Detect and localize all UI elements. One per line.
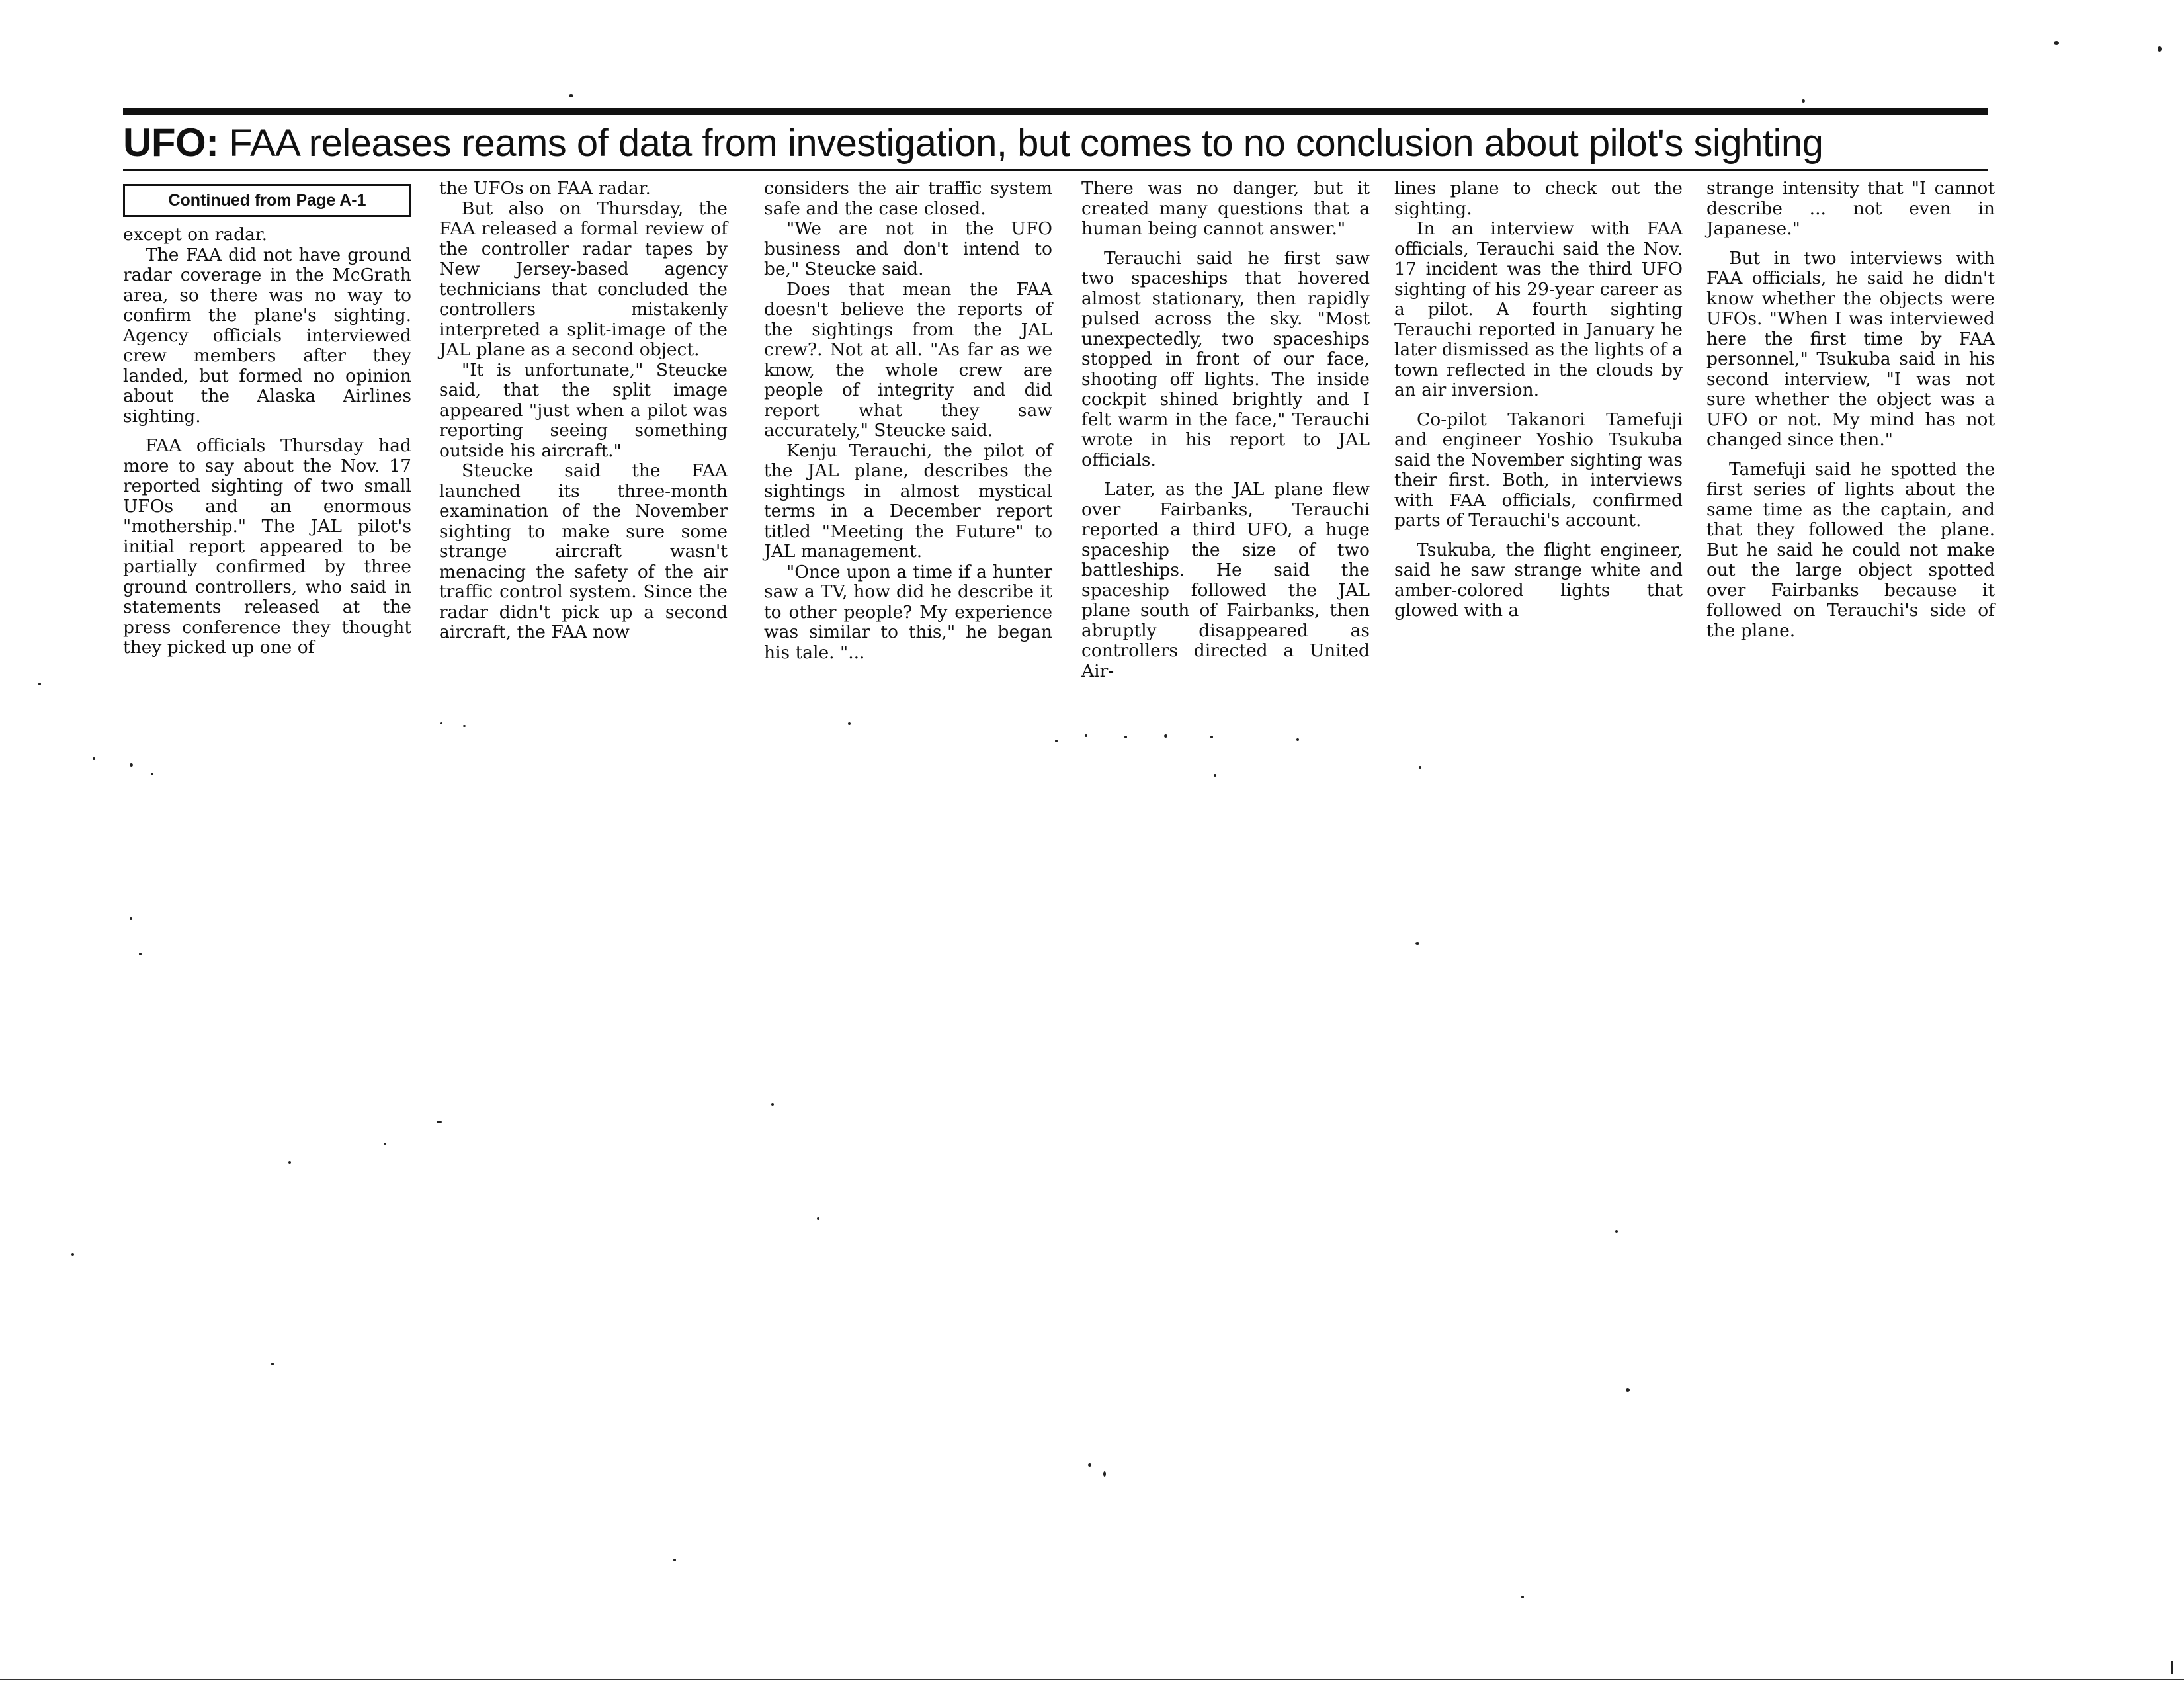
scan-speck	[151, 773, 153, 775]
paragraph: But also on Thursday, the FAA released a formal review of the controller radar tapes by New Jersey-based agency technicians that concluded the controllers mistakenly interpreted a split-image of the JAL plane as a second object.	[439, 198, 728, 360]
scan-speck	[93, 757, 95, 760]
paragraph: The FAA did not have ground radar coverage in the McGrath area, so there was no way to confirm the plane's sighting. Agency officials interviewed crew members after they landed, but formed no opinion about the Alaska Airlines sighting.	[123, 244, 411, 427]
headline-kicker: UFO:	[123, 120, 219, 165]
paragraph: Kenju Terauchi, the pilot of the JAL plane, describes the sightings in almost mystical terms in a December report titled "Meeting the Future" to JAL management.	[764, 440, 1052, 562]
scan-speck	[130, 763, 133, 767]
scan-speck	[771, 1103, 774, 1106]
scan-speck	[71, 1253, 74, 1256]
paragraph: Steucke said the FAA launched its three-month examination of the November sighting to make sure some strange aircraft wasn't menacing the safety of the air traffic control system. Since the radar didn't pick up a second aircraft, the FAA now	[439, 460, 728, 642]
scan-speck	[2054, 41, 2059, 45]
article-column-6	[1706, 179, 1995, 641]
article-column-4	[1081, 179, 1370, 681]
scan-speck	[1296, 738, 1299, 741]
paragraph: Tsukuba, the flight engineer, said he saw strange white and amber-colored lights that glowed with a	[1394, 539, 1683, 621]
paragraph: There was no danger, but it created many questions that a human being cannot answer."	[1081, 178, 1370, 239]
article-column-2	[439, 179, 728, 643]
scan-speck	[1419, 766, 1421, 769]
paragraph: strange intensity that "I cannot describe ... not even in Japanese."	[1706, 178, 1995, 239]
scan-speck	[288, 1161, 291, 1164]
paragraph: Later, as the JAL plane flew over Fairbanks, Terauchi reported a third UFO, a huge spaceship the size of two battleships. He said the spaceship followed the JAL plane south of Fairbanks, then abruptly disappeared as controllers directed a United Air-	[1081, 479, 1370, 681]
scan-speck	[848, 722, 851, 725]
paragraph: "It is unfortunate," Steucke said, that the split image appeared "just when a pilot was reporting seeing something outside his aircraft."	[439, 359, 728, 461]
scan-speck	[817, 1217, 819, 1220]
scan-speck	[1088, 1463, 1091, 1467]
scan-speck	[437, 1121, 442, 1123]
article-column-5	[1394, 179, 1683, 621]
paragraph: Terauchi said he first saw two spaceships that hovered almost stationary, then rapidly pulsed across the sky. "Most unexpectedly, two spaceships stopped in front of our face, shooting off lights. The inside cockpit shined brightly and I felt warm in the face," Terauchi wrote in his report to JAL officials.	[1081, 247, 1370, 470]
paragraph: Tamefuji said he spotted the first series of lights about the same time as the captain, and that they followed the plane. But he said he could not make out the large object spotted over Fairbanks because it followed on Terauchi's side of the plane.	[1706, 458, 1995, 641]
scan-speck	[673, 1559, 676, 1561]
scan-speck	[1055, 740, 1058, 742]
headline-top-rule	[123, 108, 1988, 115]
scan-speck	[1164, 734, 1167, 738]
paragraph: FAA officials Thursday had more to say about the Nov. 17 reported sighting of two small UFOs and an enormous "mothership." The JAL pilot's initial report appeared to be partially confirmed by three ground controllers, who said in statements released at the press conference they thought they picked up one of	[123, 435, 411, 658]
scan-speck	[1085, 734, 1087, 737]
scan-speck	[2171, 1661, 2173, 1674]
paragraph: except on radar.	[123, 224, 268, 245]
paragraph: "Once upon a time if a hunter saw a TV, how did he describe it to other people? My experience was similar to this," he began his tale. "...	[764, 561, 1052, 663]
scan-speck	[1210, 736, 1213, 738]
paragraph: In an interview with FAA officials, Terauchi said the Nov. 17 incident was the third UFO sighting of his 29-year career as a pilot. A fourth sighting Terauchi reported in January he later dismissed as the lights of a town reflected in the clouds by an air inversion.	[1394, 218, 1683, 400]
paragraph: Co-pilot Takanori Tamefuji and engineer Yoshio Tsukuba said the November sighting was their first. Both, in interviews with FAA officials, confirmed parts of Terauchi's account.	[1394, 409, 1683, 531]
scan-speck	[463, 725, 466, 727]
scan-speck	[1802, 99, 1805, 103]
scan-speck	[139, 953, 142, 955]
scan-speck	[1521, 1596, 1524, 1598]
paragraph: "We are not in the UFO business and don't intend to be," Steucke said.	[764, 218, 1052, 279]
scan-speck	[38, 683, 41, 685]
scan-speck	[2158, 46, 2162, 52]
scan-speck	[271, 1363, 274, 1365]
scan-speck	[130, 917, 132, 920]
scan-speck	[1103, 1471, 1106, 1477]
scan-speck	[384, 1143, 386, 1145]
paragraph: the UFOs on FAA radar.	[439, 178, 651, 198]
scan-speck	[1615, 1230, 1618, 1233]
scan-speck	[440, 722, 442, 724]
paragraph: Does that mean the FAA doesn't believe the reports of the sightings from the JAL crew?. Not at all. "As far as we know, the whole crew are people of integrity and did report what they saw accurately," Steucke said.	[764, 279, 1052, 441]
scan-speck	[569, 94, 573, 97]
article-column-3	[764, 179, 1052, 663]
paragraph: But in two interviews with FAA officials, he said he didn't know whether the objects were UFOs. "When I was interviewed here the first time by FAA personnel," Tsukuba said in his second interview, "I was not sure whether the object was a UFO or not. My mind has not changed since then."	[1706, 247, 1995, 450]
continued-from-box	[123, 184, 411, 217]
page-edge-line	[0, 1679, 2184, 1680]
headline	[123, 116, 1988, 170]
paragraph: considers the air traffic system safe and the case closed.	[764, 178, 1052, 219]
article-column-1	[123, 179, 411, 658]
scan-speck	[1214, 774, 1216, 777]
paragraph: lines plane to check out the sighting.	[1394, 178, 1683, 219]
scan-speck	[1626, 1388, 1630, 1392]
continued-label: Continued from Page A-1	[168, 191, 366, 210]
scan-speck	[1415, 942, 1419, 945]
headline-bottom-rule	[123, 169, 1988, 171]
headline-text: FAA releases reams of data from investigation, but comes to no conclusion about pilot's sighting	[229, 122, 1824, 165]
scan-speck	[1124, 736, 1127, 738]
